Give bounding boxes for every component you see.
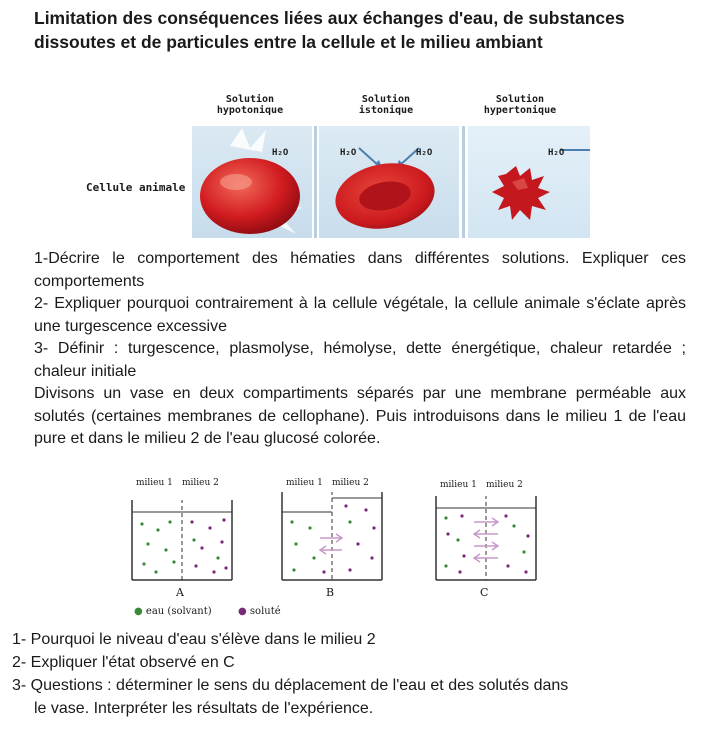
beaker-letter-b: B: [326, 586, 335, 599]
h2o-label: H₂O: [416, 148, 433, 158]
question: le vase. Interpréter les résultats de l'expérience.: [34, 700, 374, 717]
swollen-cell-image: [192, 126, 312, 238]
h2o-label: H₂O: [272, 148, 289, 158]
panel-divider: [462, 126, 465, 238]
red-blood-cell-figure: [70, 86, 590, 241]
beaker-a: [130, 500, 234, 582]
normal-cell-image: [319, 126, 459, 238]
column-label-isotonic: Solution istonique: [358, 94, 414, 116]
paragraph: 3- Définir : turgescence, plasmolyse, hémolyse, dette énergétique, chaleur retardée ; chaleur initiale: [34, 340, 686, 380]
label-milieu-1: milieu 1: [136, 478, 173, 488]
column-label-hypotonic: Solution hypotonique: [216, 94, 284, 116]
paragraph: 1-Décrire le comportement des hématies dans différentes solutions. Expliquer ces comportements: [34, 250, 686, 290]
beaker-letter-c: C: [480, 586, 489, 599]
column-label-hypertonic: Solution hypertonique: [483, 94, 557, 116]
panel-divider: [314, 126, 317, 238]
paragraph: 2- Expliquer pourquoi contrairement à la cellule végétale, la cellule animale s'éclate après une turgescence excessive: [34, 295, 686, 335]
osmosis-vase-figure: [120, 478, 550, 628]
questions-list: [12, 628, 692, 720]
crenated-cell-image: [468, 126, 590, 238]
page-title: Limitation des conséquences liées aux échanges d'eau, de substances dissoutes et de particules entre la cellule et le milieu ambiant: [34, 8, 625, 52]
h2o-label: H₂O: [340, 148, 357, 158]
label-milieu-2: milieu 2: [182, 478, 219, 488]
legend-water: ● eau (solvant): [134, 606, 212, 617]
beaker-letter-a: A: [176, 586, 184, 599]
question: 2- Expliquer l'état observé en C: [12, 654, 235, 671]
label-milieu-2: milieu 2: [332, 478, 369, 488]
label-milieu-1: milieu 1: [286, 478, 323, 488]
question: 3- Questions : déterminer le sens du déplacement de l'eau et des solutés dans: [12, 677, 569, 694]
label-milieu-1: milieu 1: [440, 480, 477, 490]
label-milieu-2: milieu 2: [486, 480, 523, 490]
row-label: Cellule animale: [86, 181, 186, 194]
legend-solute: ● soluté: [238, 606, 281, 617]
paragraph: Divisons un vase en deux compartiments séparés par une membrane perméable aux solutés (certaines membranes de cellophane). Puis introduisons dans le milieu 1 de l'eau pure et dans le milieu 2 de l'eau glucosé colorée.: [34, 385, 686, 447]
h2o-label: H₂O: [548, 148, 565, 158]
beaker-c: [434, 496, 538, 582]
question: 1- Pourquoi le niveau d'eau s'élève dans le milieu 2: [12, 631, 376, 648]
beaker-b: [280, 492, 384, 582]
exercise-text: [34, 248, 686, 451]
